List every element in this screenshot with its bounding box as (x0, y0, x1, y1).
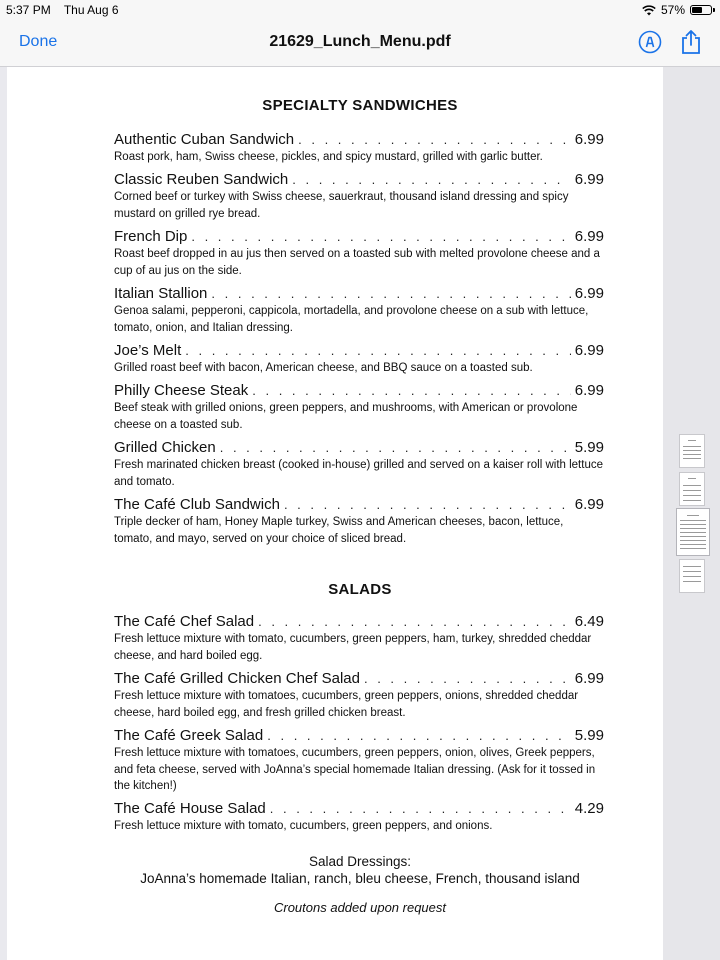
menu-item (114, 171, 604, 228)
item-description: Grilled roast beef with bacon, American cheese, and BBQ sauce on a toasted sub. (114, 362, 533, 374)
item-name: The Café Grilled Chicken Chef Salad (114, 670, 360, 687)
item-name: Italian Stallion (114, 285, 208, 302)
leader-dots (292, 171, 571, 189)
item-description: Fresh lettuce mixture with tomatoes, cucumbers, green peppers, onions, shredded cheddar cheese, hard boiled egg, and fresh grilled chicken breast. (114, 690, 579, 719)
item-name: Philly Cheese Steak (114, 382, 249, 399)
item-name: Classic Reuben Sandwich (114, 171, 289, 188)
sandwiches-list (114, 131, 604, 553)
leader-dots (185, 342, 571, 360)
item-name: The Café Greek Salad (114, 727, 264, 744)
battery-percent: 57% (660, 3, 685, 17)
item-price: 6.49 (574, 613, 604, 630)
item-name: Joe’s Melt (114, 342, 182, 359)
document-title: 21629_Lunch_Menu.pdf (269, 33, 451, 50)
menu-item (114, 613, 604, 670)
item-price: 6.99 (574, 382, 604, 399)
menu-item (114, 496, 604, 553)
salads-list (114, 613, 604, 840)
leader-dots (258, 613, 571, 631)
leader-dots (220, 439, 571, 457)
battery-icon (690, 5, 712, 15)
menu-item (114, 285, 604, 342)
item-price: 6.99 (574, 285, 604, 302)
menu-item (114, 131, 604, 171)
page-thumbnail-2[interactable] (679, 472, 705, 506)
item-price: 6.99 (574, 228, 604, 245)
pdf-page (7, 67, 663, 960)
item-name: French Dip (114, 228, 188, 245)
page-thumbnail-4[interactable] (679, 559, 705, 593)
status-date: Thu Aug 6 (63, 3, 119, 17)
item-price: 5.99 (574, 727, 604, 744)
item-description: Genoa salami, pepperoni, cappicola, mortadella, and provolone cheese on a sub with lettuce, tomato, onion, and Italian dressing. (114, 305, 589, 334)
item-description: Beef steak with grilled onions, green peppers, and mushrooms, with American or provolone cheese on a toasted sub. (114, 402, 578, 431)
dressings-list: JoAnna’s homemade Italian, ranch, bleu cheese, French, thousand island (140, 871, 580, 886)
leader-dots (211, 285, 570, 303)
item-description: Fresh lettuce mixture with tomato, cucumbers, green peppers, and onions. (114, 820, 493, 832)
battery-level (692, 7, 702, 13)
status-bar (0, 0, 720, 20)
navigation-bar (0, 20, 720, 67)
item-name: The Café Chef Salad (114, 613, 255, 630)
salad-dressings (7, 853, 713, 887)
menu-item (114, 342, 604, 382)
item-price: 6.99 (574, 131, 604, 148)
item-description: Roast beef dropped in au jus then served on a toasted sub with melted provolone cheese and a cup of au jus on the side. (114, 248, 600, 277)
page-thumbnail-3[interactable] (676, 508, 710, 556)
leader-dots (364, 670, 571, 688)
item-description: Roast pork, ham, Swiss cheese, pickles, and spicy mustard, grilled with garlic butter. (114, 151, 543, 163)
menu-item (114, 228, 604, 285)
leader-dots (191, 228, 570, 246)
item-description: Fresh lettuce mixture with tomato, cucumbers, green peppers, ham, turkey, shredded cheddar cheese, and hard boiled egg. (114, 633, 592, 662)
item-description: Fresh marinated chicken breast (cooked in-house) grilled and served on a kaiser roll with lettuce and tomato. (114, 459, 603, 488)
item-description: Corned beef or turkey with Swiss cheese, sauerkraut, thousand island dressing and spicy mustard on grilled rye bread. (114, 191, 569, 220)
item-name: Grilled Chicken (114, 439, 216, 456)
leader-dots (270, 800, 571, 818)
menu-item (114, 382, 604, 439)
status-right (642, 3, 712, 17)
item-price: 5.99 (574, 439, 604, 456)
share-icon[interactable] (680, 29, 702, 55)
leader-dots (298, 131, 571, 149)
item-description: Fresh lettuce mixture with tomatoes, cucumbers, green peppers, onion, olives, Greek peppers, and feta cheese, served with JoAnna’s special homemade Italian dressing. (Ask for it tossed in the kitchen!) (114, 747, 596, 792)
salads-heading: SALADS (328, 581, 392, 598)
item-price: 4.29 (574, 800, 604, 817)
markup-pen-icon[interactable] (638, 30, 662, 54)
item-price: 6.99 (574, 171, 604, 188)
menu-item (114, 800, 604, 840)
status-time: 5:37 PM (6, 3, 51, 17)
croutons-note: Croutons added upon request (273, 900, 446, 915)
item-price: 6.99 (574, 342, 604, 359)
item-description: Triple decker of ham, Honey Maple turkey, Swiss and American cheeses, bacon, lettuce, tomato, and mayo, served on your choice of sliced bread. (114, 516, 564, 545)
sandwiches-heading: SPECIALTY SANDWICHES (262, 97, 458, 114)
leader-dots (284, 496, 571, 514)
item-name: Authentic Cuban Sandwich (114, 131, 295, 148)
menu-item (114, 670, 604, 727)
menu-item (114, 727, 604, 800)
item-name: The Café House Salad (114, 800, 266, 817)
wifi-icon (642, 5, 656, 16)
status-left (6, 3, 129, 17)
item-name: The Café Club Sandwich (114, 496, 280, 513)
leader-dots (267, 727, 571, 745)
page-thumbnail-1[interactable] (679, 434, 705, 468)
dressings-title: Salad Dressings: (308, 854, 412, 869)
leader-dots (252, 382, 571, 400)
menu-item (114, 439, 604, 496)
done-button[interactable]: Done (19, 33, 58, 50)
item-price: 6.99 (574, 670, 604, 687)
item-price: 6.99 (574, 496, 604, 513)
page-thumbnail-strip[interactable] (663, 67, 720, 960)
